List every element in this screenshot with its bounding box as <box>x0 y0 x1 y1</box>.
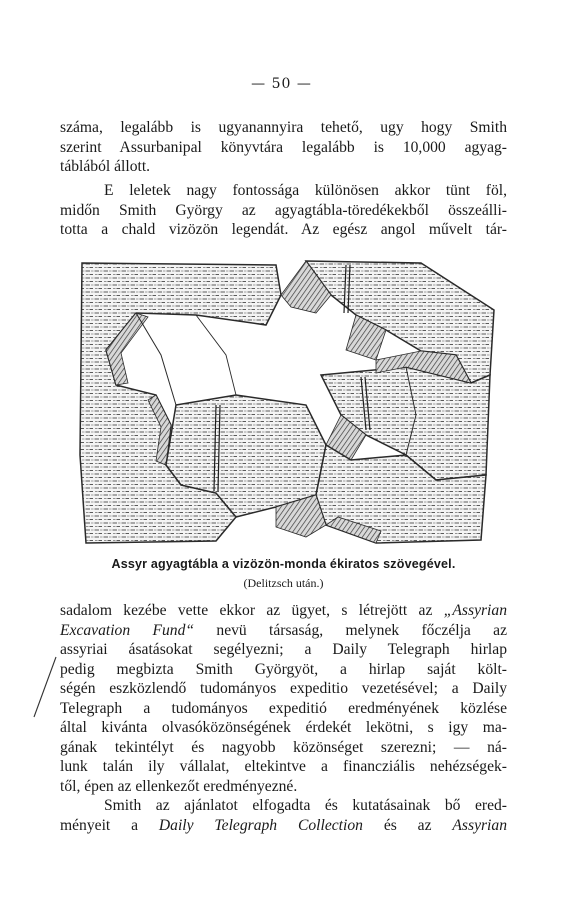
figure-credit: (Delitzsch után.) <box>243 576 324 590</box>
fund-name-start: Assyrian <box>452 816 507 834</box>
text-span: ményeit a <box>60 816 139 834</box>
text-line: pedig megbizta Smith Györgyöt, a hirlap saját költ- <box>60 660 507 678</box>
text-line: Smith az ajánlatot elfogadta és kutatásainak bő ered- <box>104 797 507 814</box>
handwritten-margin-stroke <box>30 655 60 720</box>
text-line <box>60 621 507 641</box>
text-line: assyriai ásatásokat segélyezni; a Daily Telegraph hirlap <box>60 641 507 658</box>
fund-name-start: „Assyrian <box>443 602 507 619</box>
text-line: szerint Assurbanipal könyvtára legalább is 10,000 agyag- <box>60 138 507 156</box>
paragraph-4 <box>60 796 507 835</box>
collection-name: Daily Telegraph Collection <box>158 816 363 834</box>
text-line: Telegraph a tudományos expeditió eredményének közlése <box>60 699 507 717</box>
text-line: által kivánta olvasóközönségének érdekét lekötni, s igy ma- <box>60 719 507 736</box>
paragraph-2 <box>60 181 507 240</box>
text-line: től, épen az ellenkezőt eredményezné. <box>60 777 298 795</box>
text-line: ségén eszközlendő tudományos expeditio vezetésével; a Daily <box>60 680 507 697</box>
text-span: és az <box>383 816 432 834</box>
figure-caption: Assyr agyagtábla a vizözön-monda ékiratos szövegével. <box>111 557 456 571</box>
clay-tablet-illustration <box>76 255 496 547</box>
paragraph-1 <box>60 118 507 177</box>
text-span: nevü társaság, melynek főczélja az <box>216 621 507 639</box>
text-line: lunk talán ily vállalat, eltekintve a financziális nehézségek- <box>60 758 507 775</box>
fund-name-end: Excavation Fund“ <box>60 621 195 639</box>
text-line: száma, legalább is ugyanannyira tehető, ugy hogy Smith <box>60 119 507 136</box>
text-line: midőn Smith György az agyagtábla-töredékekből összeálli- <box>60 201 507 219</box>
paragraph-3 <box>60 601 507 796</box>
text-line: gának tekintélyt és nagyobb közönséget szerezni; — ná- <box>60 738 507 756</box>
text-line: totta a chald vizözön legendát. Az egész angol művelt tár- <box>60 221 507 238</box>
text-line <box>60 601 507 621</box>
text-line: táblából állott. <box>60 158 151 175</box>
text-line <box>60 816 507 836</box>
text-span: sadalom kezébe vette ekkor az ügyet, s létrejött az <box>60 602 433 619</box>
text-line: E leletek nagy fontossága különösen akkor tünt föl, <box>104 182 507 199</box>
page-number: — 50 — <box>251 76 312 92</box>
